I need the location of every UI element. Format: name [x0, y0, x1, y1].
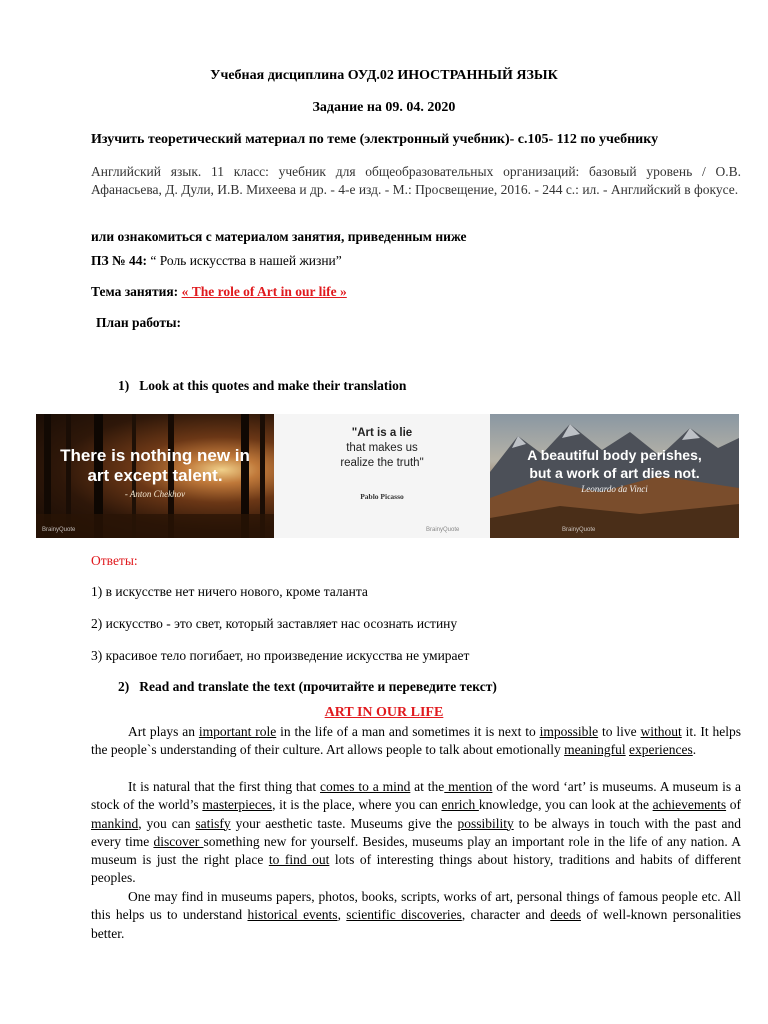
- quote-3-text: [490, 446, 739, 482]
- quote-2-line-1: "Art is a lie: [351, 427, 413, 439]
- task-1-text: Look at this quotes and make their translation: [139, 378, 407, 393]
- answers-label: Ответы:: [91, 553, 138, 568]
- plan-label: План работы:: [96, 315, 182, 330]
- textbook-reference: Английский язык. 11 класс: учебник для общеобразовательных организаций: базовый уровень / О.В. Афанасьева, Д. Дули, И.В. Михеева и др. - 4-е изд. - М.: Просвещение, 2016. - 244 с.: ил. - Английский в фокусе.: [91, 164, 741, 198]
- task-2-number: 2): [118, 679, 130, 694]
- article-paragraph-2: It is natural that the first thing that comes to a mind at the mention of the word ‘art’ is museums. A museum is a stock of the world’s masterpieces, it is the place, where you can enrich knowledge, you can look at the achievements of mankind, you can satisfy your aesthetic taste. Museums give the possibility to be always in touch with the past and every time discover something new for yourself. Besides, museums play an important role in the life of any nation. A museum is just the right place to find out lots of interesting things about history, traditions and habits of different peoples.: [91, 779, 742, 886]
- article-title: ART IN OUR LIFE: [324, 705, 444, 720]
- quote-image-chekhov: [36, 414, 274, 538]
- assignment-date: Задание на 09. 04. 2020: [312, 100, 456, 115]
- topic-line: [91, 284, 347, 300]
- quote-3-brand: BrainyQuote: [562, 527, 596, 533]
- quote-2-author: Pablo Picasso: [360, 492, 404, 501]
- quote-1-text: [36, 446, 274, 486]
- quote-3-author: Leonardo da Vinci: [581, 484, 648, 494]
- discipline-heading: Учебная дисциплина ОУД.02 ИНОСТРАННЫЙ ЯЗЫК: [210, 68, 558, 83]
- answer-2: 2) искусство - это свет, который заставляет нас осознать истину: [91, 616, 458, 631]
- topic-label: Тема занятия:: [91, 284, 182, 299]
- quote-3-line-2: but a work of art dies not.: [529, 465, 700, 481]
- topic-value: « The role of Art in our life »: [181, 284, 347, 299]
- quote-1-line-1: There is nothing new in: [60, 446, 250, 465]
- article-paragraph-1: Art plays an important role in the life of a man and sometimes it is next to impossible to live without it. It helps the people`s understanding of their culture. Art allows people to talk about emotionally meaningful experiences.: [91, 724, 742, 758]
- quote-2-line-3: realize the truth": [340, 457, 424, 469]
- quote-1-line-2: art except talent.: [87, 466, 223, 485]
- pz-title: “ Роль искусства в нашей жизни”: [146, 253, 342, 268]
- quote-3-line-1: A beautiful body perishes,: [527, 447, 702, 463]
- task-1: [118, 378, 406, 394]
- study-instruction: Изучить теоретический материал по теме (электронный учебник)- с.105- 112 по учебнику: [91, 132, 659, 147]
- quote-1-author: - Anton Chekhov: [124, 489, 186, 499]
- quote-2-brand: BrainyQuote: [426, 527, 460, 533]
- pz-line: [91, 253, 342, 269]
- answer-1: 1) в искусстве нет ничего нового, кроме таланта: [91, 584, 368, 599]
- pz-label: ПЗ № 44:: [91, 253, 147, 268]
- answer-3: 3) красивое тело погибает, но произведение искусства не умирает: [91, 648, 470, 663]
- or-review-note: или ознакомиться с материалом занятия, приведенным ниже: [91, 229, 467, 244]
- article-paragraph-3: One may find in museums papers, photos, books, scripts, works of art, personal things of famous people etc. All this helps us to understand historical events, scientific discoveries, character and deeds of well-known personalities better.: [91, 889, 741, 941]
- quote-image-picasso: [274, 414, 490, 538]
- quote-1-brand: BrainyQuote: [42, 527, 76, 533]
- quote-2-text: [274, 426, 490, 471]
- quote-2-line-2: that makes us: [346, 442, 418, 454]
- quote-image-da-vinci: [490, 414, 739, 538]
- task-2: [118, 679, 497, 695]
- task-1-number: 1): [118, 378, 130, 393]
- task-2-text: Read and translate the text (прочитайте и переведите текст): [139, 679, 497, 694]
